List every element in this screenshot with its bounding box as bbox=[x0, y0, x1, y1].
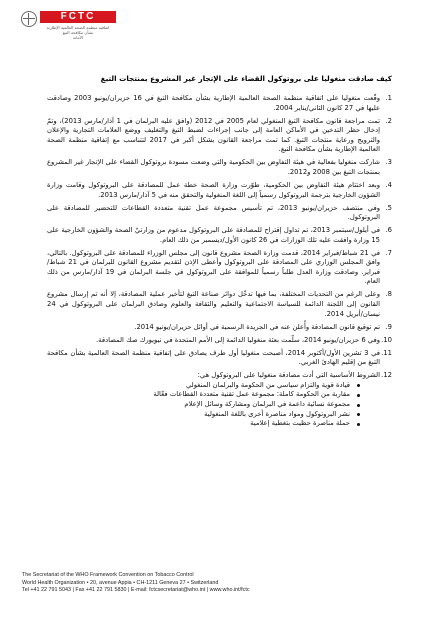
list-item bbox=[47, 158, 392, 177]
item-number: 10. bbox=[381, 335, 392, 344]
item-number: 12. bbox=[381, 371, 392, 380]
list-item bbox=[47, 349, 392, 368]
logo-subtitle-line: اتفاقية منظمة الصحة العالمية الإطارية bbox=[46, 25, 110, 30]
letterhead bbox=[0, 0, 440, 58]
bullet-text: مقاربة من الحكومة كاملة: مجموعة عمل تقنية متعددة القطاعات فعّالة bbox=[153, 390, 350, 399]
bullet-dot-icon bbox=[357, 394, 360, 397]
bullet-dot-icon bbox=[357, 384, 360, 387]
bullet-text: حملة مناصرة حظيت بتغطية إعلامية bbox=[250, 419, 350, 428]
list-item bbox=[47, 249, 392, 287]
bullet-text: مجموعة نسائية داعمة في البرلمان ومشاركة وسائل الإعلام bbox=[184, 399, 350, 408]
fctc-logo: FCTC bbox=[40, 11, 116, 23]
bullet-item bbox=[47, 381, 380, 391]
item-number: 4. bbox=[385, 180, 392, 189]
list-item bbox=[47, 226, 392, 245]
bullet-item bbox=[47, 419, 380, 429]
logo-subtitle-line: بشأن مكافحة التبغ bbox=[62, 30, 94, 35]
list-item bbox=[47, 290, 392, 319]
list-item bbox=[47, 371, 392, 429]
numbered-list bbox=[47, 94, 392, 432]
document-title: كيف صادقت منغوليا على بروتوكول القضاء على الإتجار غير المشروع بمنتجات التبغ bbox=[100, 74, 392, 83]
item-text: تمت مراجعة قانون مكافحة التبغ المنغولي لعام 2005 في 2012 (وافق عليه البرلمان في 1 آذار/مارس 2013)، وتمّ إدخال حظر التدخين في الأماكن العامة إلى جانب إجراءات لضبط التبغ والتغليف ووضع العلامات التجارية والإعلان والترويج ورعاية منتجات التبغ. كما تمت مراجعة القانون بشكل أكبر في 2017 لتتناسب مع إتفاقية منظمة الصحة العالمية الإطارية بشأن مكافحة التبغ. bbox=[47, 116, 381, 154]
item-number: 9. bbox=[385, 322, 392, 331]
item-number: 7. bbox=[385, 248, 392, 257]
bullet-list bbox=[47, 381, 380, 429]
list-item bbox=[47, 181, 392, 200]
list-item bbox=[47, 94, 392, 113]
bullet-text: نشر البروتوكول ومواد مناصرة أخرى باللغة المنغولية bbox=[204, 409, 350, 418]
item-number: 6. bbox=[385, 226, 392, 235]
item-text: الشروط الأساسية التي أدت مصادقة منغوليا على البروتوكول هي: bbox=[197, 371, 380, 380]
item-text: وبعد اختتام هيئة التفاوض بين الحكومية، طوّرت وزارة الصحة خطة عمل للمصادقة على البروتوكول وقامت وزارة الشؤون الخارجية بترجمة البروتوكول رسمياً إلى اللغة المنغولية والتحقق منه في 5 آذار/مارس 2013. bbox=[47, 180, 380, 199]
list-item bbox=[47, 323, 392, 333]
footer-address: World Health Organization • 20, avenue Appia • CH-1211 Geneva 27 • Switzerland bbox=[22, 579, 219, 586]
footer bbox=[22, 572, 412, 595]
item-number: 2. bbox=[385, 116, 392, 125]
bullet-item bbox=[47, 400, 380, 410]
list-item bbox=[47, 336, 392, 346]
item-number: 5. bbox=[385, 203, 392, 212]
item-text: في أيلول/سبتمبر 2013، تم تداول إقتراح للمصادقة على البروتوكول مدعوم من وزارتيّ الصحة والشؤون الخارجية على 15 وزارة وافقت عليه تلك الوزارات في 26 كانون الأول/ديسمبر من ذلك العام. bbox=[47, 226, 380, 244]
logo-subtitle-line: الأمانة bbox=[72, 35, 83, 40]
list-item bbox=[47, 117, 392, 155]
item-text: في 3 تشرين الأول/أكتوبر 2014، أصبحت منغوليا أول طرف يصادق على إتفاقية منظمة الصحة العالمية بشأن مكافحة التبغ من إقليم الهادئ الغربي. bbox=[47, 348, 380, 367]
bullet-item bbox=[47, 390, 380, 400]
bullet-dot-icon bbox=[357, 404, 360, 407]
item-text: شاركت منغوليا بفعالية في هيئة التفاوض بين الحكومية والتي وضعت مسودة بروتوكول القضاء على الإتجار غير المشروع بمنتجات التبغ بين 2008 و2012. bbox=[47, 158, 380, 176]
item-text: وفي منتصف حزيران/يونيو 2013، تم تأسيس مجموعة عمل تقنية متعددة القطاعات للتحضير للمصادقة على البروتوكول. bbox=[47, 203, 380, 222]
bullet-text: قيادة قوية والتزام سياسي من الحكومة والبرلمان المنغولي bbox=[186, 380, 350, 389]
item-number: 3. bbox=[385, 158, 392, 167]
item-number: 11. bbox=[381, 348, 392, 357]
item-number: 8. bbox=[385, 290, 392, 299]
bullet-item bbox=[47, 410, 380, 420]
footer-secretariat: The Secretariat of the WHO Framework Convention on Tobacco Control bbox=[22, 572, 194, 578]
bullet-dot-icon bbox=[357, 423, 360, 426]
who-emblem-icon bbox=[21, 11, 37, 27]
item-text: في 21 شباط/فبراير 2014، قدمت وزارة الصحة مشروع قانون إلى مجلس الوزراء للمصادقة على البروتوكول. بالتالي، وافق المجلس الوزاري على المصادقة على البروتوكول وأعطى الإذن لتقديم مشروع القانون للبرلمان في 21 شباط/فبراير. وصادقت وزارة العدل طلباً رسمياً للموافقة على البروتوكول في جلسة البرلمان في 19 آذار/مارس من ذلك العام. bbox=[47, 248, 380, 286]
item-text: وعلى الرغم من التحديات المختلفة، بما فيها تدخّل دوائر صناعة التبغ لتأخير عملية المصادقة، إلا أنه تم إرسال مشروع القانون إلى اللجنة الدائمة للسياسة الاجتماعية والتعليم والثقافة والعلوم وصادق البرلمان على البروتوكول في 24 نيسان/أبريل 2014. bbox=[47, 290, 380, 318]
item-text: تم توقيع قانون المصادقة وأُعلن عنه في الجريدة الرسمية في أوائل حزيران/يونيو 2014. bbox=[134, 322, 380, 331]
item-text: وقّعت منغوليا على اتفاقية منظمة الصحة العالمية الإطارية بشأن مكافحة التبغ في 16 حزيران/يونيو 2003 وصادقت عليها في 27 كانون الثاني/يناير 2004. bbox=[47, 94, 380, 112]
logo-subtitle bbox=[40, 25, 116, 40]
footer-contact: Tel +41 22 791 5043 | Fax +41 22 791 5830 | E-mail: fctcsecretariat@who.int | www.who.int/fctc bbox=[22, 587, 250, 594]
item-number: 1. bbox=[385, 94, 392, 102]
item-text: وفي 6 حزيران/يونيو 2014، سلّمت بعثة منغوليا الدائمة إلى الأمم المتحدة في نيويورك صك المصادقة. bbox=[96, 335, 380, 344]
bullet-dot-icon bbox=[357, 413, 360, 416]
list-item bbox=[47, 204, 392, 223]
